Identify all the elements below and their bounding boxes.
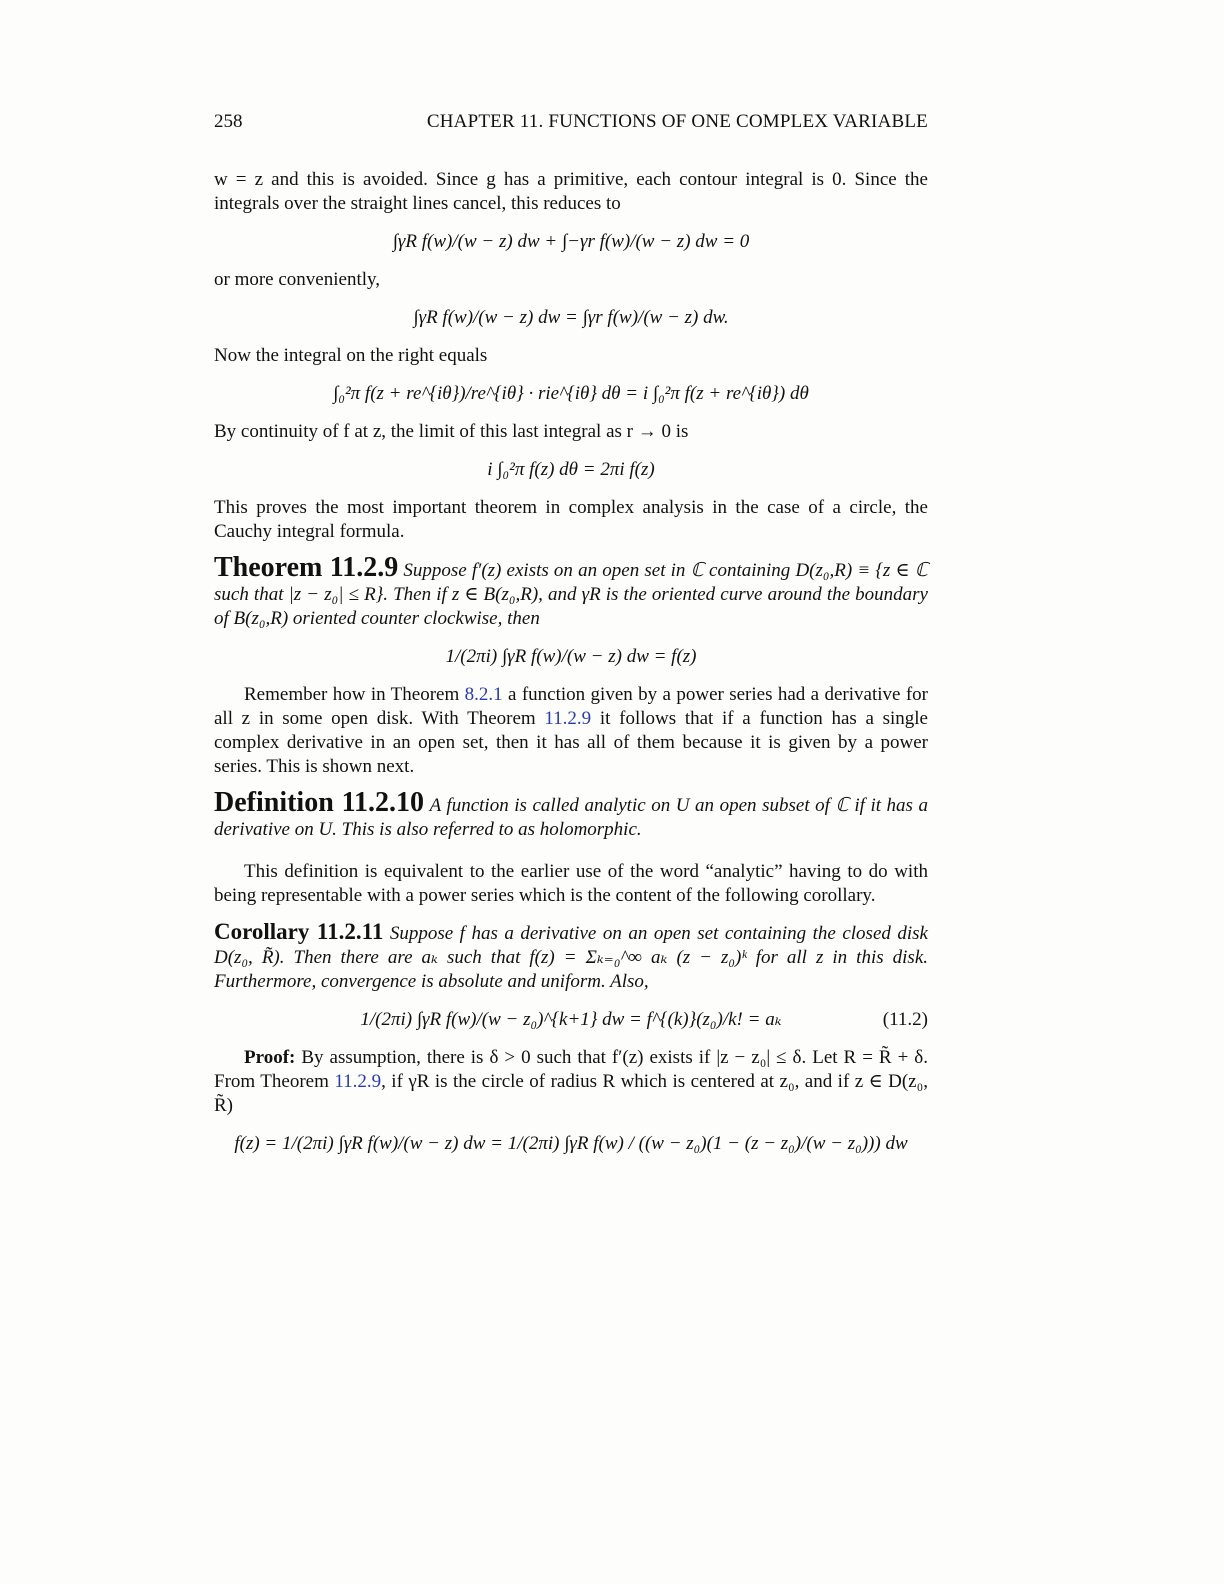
theorem-11-2-9	[214, 552, 928, 631]
running-header	[214, 110, 928, 138]
paragraph-1: w = z and this is avoided. Since g has a primitive, each contour integral is 0. Since the integrals over the straight lines cancel, this reduces to	[214, 169, 928, 214]
definition-text: A function is called analytic on U an open subset of ℂ if it has a derivative on U. This is also referred to as holomorphic.	[214, 795, 929, 840]
equation-6	[214, 1008, 928, 1032]
proof-theorem-link[interactable]: 11.2.9	[334, 1071, 382, 1092]
chapter-title: CHAPTER 11. FUNCTIONS OF ONE COMPLEX VARIABLE	[426, 111, 928, 132]
equation-3: ∫₀²π f(z + re^{iθ})/re^{iθ} · rie^{iθ} dθ = i ∫₀²π f(z + re^{iθ}) dθ	[333, 383, 809, 404]
equation-6-body: 1/(2πi) ∫γR f(w)/(w − z₀)^{k+1} dw = f^{(k)}(z₀)/k! = aₖ	[360, 1009, 782, 1030]
theorem-11-2-9-link[interactable]: 11.2.9	[544, 708, 592, 729]
paragraph-6-part-b: a function given by a power series had a derivative for all z in some open disk. With Theorem	[214, 684, 929, 729]
paragraph-3: Now the integral on the right equals	[214, 345, 488, 366]
page-number: 258	[214, 111, 243, 132]
equation-number: (11.2)	[882, 1009, 928, 1030]
theorem-8-2-1-link[interactable]: 8.2.1	[464, 684, 503, 705]
corollary-text: Suppose f has a derivative on an open set containing the closed disk D(z₀, R̃). Then there are aₖ such that f(z) = Σₖ₌₀^∞ aₖ (z − z₀)ᵏ for all z in this disk. Furthermore, convergence is absolute and uniform. Also,	[214, 923, 928, 992]
paragraph-4: By continuity of f at z, the limit of this last integral as r → 0 is	[214, 421, 689, 442]
paragraph-7: This definition is equivalent to the earlier use of the word “analytic” having to do with being representable with a power series which is the content of the following corollary.	[214, 861, 928, 906]
proof-label: Proof:	[244, 1047, 296, 1068]
equation-4: i ∫₀²π f(z) dθ = 2πi f(z)	[487, 459, 655, 480]
paragraph-2: or more conveniently,	[214, 269, 381, 290]
definition-label: Definition 11.2.10	[214, 787, 425, 818]
definition-11-2-10	[214, 787, 929, 842]
proof-part-a: By assumption, there is δ > 0 such that f′(z) exists if |z − z₀| ≤ δ. Let R = R̃ + δ. From Theorem	[214, 1047, 928, 1092]
equation-1: ∫γR f(w)/(w − z) dw + ∫−γr f(w)/(w − z) dw = 0	[392, 231, 750, 252]
theorem-text: Suppose f′(z) exists on an open set in ℂ containing D(z₀,R) ≡ {z ∈ ℂ such that |z − z₀| ≤ R}. Then if z ∈ B(z₀,R), and γR is the oriented curve around the boundary of B(z₀,R) oriented counter clockwise, then	[214, 560, 928, 629]
paragraph-6-part-a: Remember how in Theorem	[244, 684, 465, 705]
paragraph-5: This proves the most important theorem in complex analysis in the case of a circle, the Cauchy integral formula.	[214, 497, 928, 542]
equation-7: f(z) = 1/(2πi) ∫γR f(w)/(w − z) dw = 1/(2πi) ∫γR f(w) / ((w − z₀)(1 − (z − z₀)/(w − z₀))) dw	[234, 1133, 908, 1154]
theorem-label: Theorem 11.2.9	[214, 552, 399, 583]
paragraph-6	[214, 683, 928, 779]
equation-2: ∫γR f(w)/(w − z) dw = ∫γr f(w)/(w − z) dw.	[413, 307, 729, 328]
corollary-label: Corollary 11.2.11	[214, 919, 384, 944]
paragraph-6-part-c: it follows that if a function has a single complex derivative in an open set, then it has all of them because it is given by a power series. This is shown next.	[214, 708, 928, 777]
equation-5: 1/(2πi) ∫γR f(w)/(w − z) dw = f(z)	[445, 646, 697, 667]
proof	[214, 1046, 928, 1118]
corollary-11-2-11	[214, 920, 928, 994]
proof-part-b: , if γR is the circle of radius R which is centered at z₀, and if z ∈ D(z₀, R̃)	[214, 1071, 928, 1116]
page	[214, 110, 928, 1170]
